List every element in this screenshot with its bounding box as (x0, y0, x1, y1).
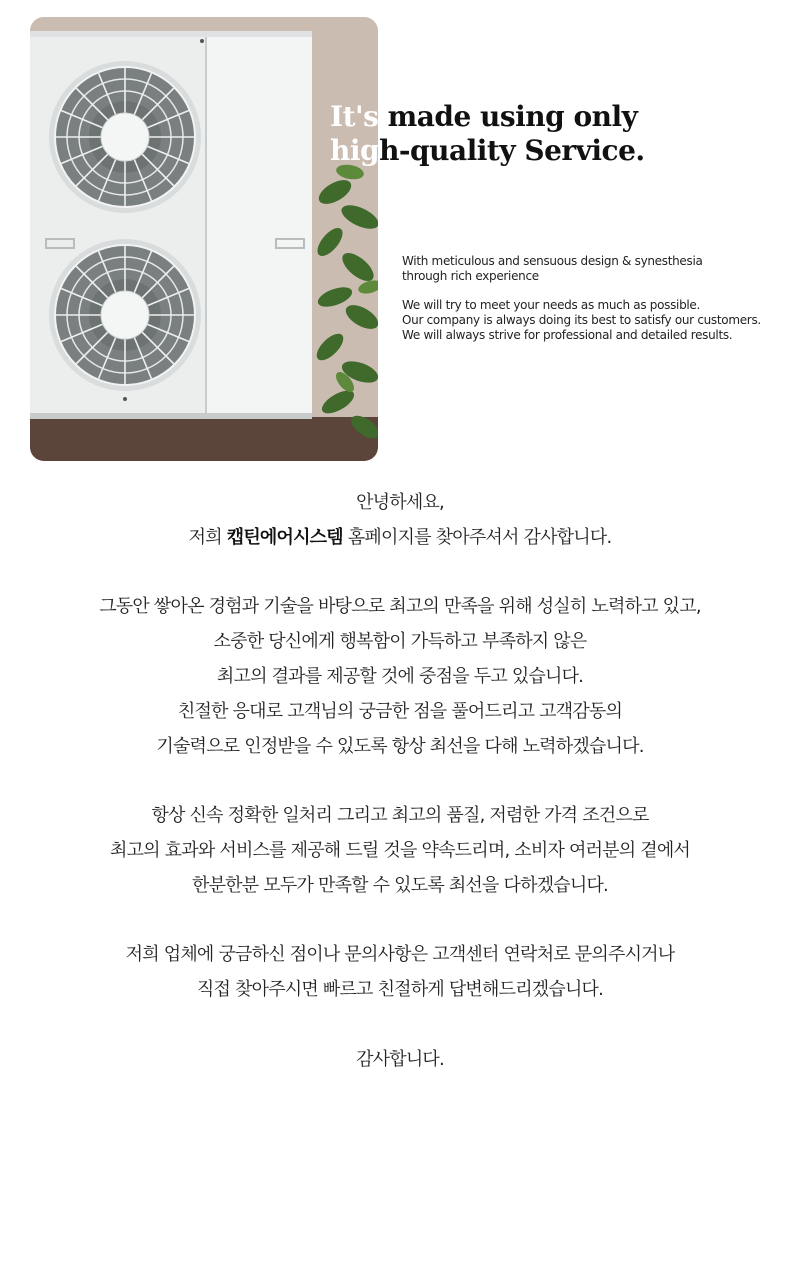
intro-line: We will try to meet your needs as much as possible. (402, 298, 701, 312)
greeting-message (0, 486, 800, 1078)
headline-line-2: high-quality Service. (330, 134, 645, 167)
company-name: 캡틴에어시스템 (226, 526, 343, 548)
greeting-line: 친절한 응대로 고객님의 궁금한 점을 풀어드리고 고객감동의 (177, 700, 623, 722)
greeting-line: 그동안 쌓아온 경험과 기술을 바탕으로 최고의 만족을 위해 성실히 노력하고 있고, (99, 596, 701, 618)
intro-line: We will always strive for professional and detailed results. (402, 328, 733, 342)
greeting-line: 직접 찾아주시면 빠르고 친절하게 답변해드리겠습니다. (196, 979, 604, 1001)
headline-line-1: It's made using only (330, 100, 638, 133)
greeting-line: 최고의 효과와 서비스를 제공해 드릴 것을 약속드리며, 소비자 여러분의 곁에서 (109, 839, 691, 861)
intro-line: through rich experience (402, 269, 539, 283)
hero-intro-text (402, 254, 792, 343)
greeting-line: 저희 캡틴에어시스템 홈페이지를 찾아주셔서 감사합니다. (188, 526, 612, 548)
greeting-line: 소중한 당신에게 행복함이 가득하고 부족하지 않은 (213, 631, 587, 653)
greeting-line: 한분한분 모두가 만족할 수 있도록 최선을 다하겠습니다. (192, 874, 608, 896)
greeting-line: 항상 신속 정확한 일처리 그리고 최고의 품질, 저렴한 가격 조건으로 (151, 805, 649, 827)
air-conditioner-photo (30, 17, 378, 461)
fan-top (49, 61, 201, 213)
greeting-line: 감사합니다. (356, 1048, 444, 1070)
greeting-line: 기술력으로 인정받을 수 있도록 항상 최선을 다해 노력하겠습니다. (156, 735, 644, 757)
greeting-line: 최고의 결과를 제공할 것에 중점을 두고 있습니다. (216, 665, 584, 687)
intro-line: With meticulous and sensuous design & synesthesia (402, 254, 703, 268)
greeting-line: 안녕하세요, (356, 492, 444, 513)
intro-line: Our company is always doing its best to satisfy our customers. (402, 313, 761, 327)
greeting-line: 저희 업체에 궁금하신 점이나 문의사항은 고객센터 연락처로 문의주시거나 (125, 944, 675, 966)
fan-bottom (49, 239, 201, 391)
hero-headline (330, 100, 790, 168)
